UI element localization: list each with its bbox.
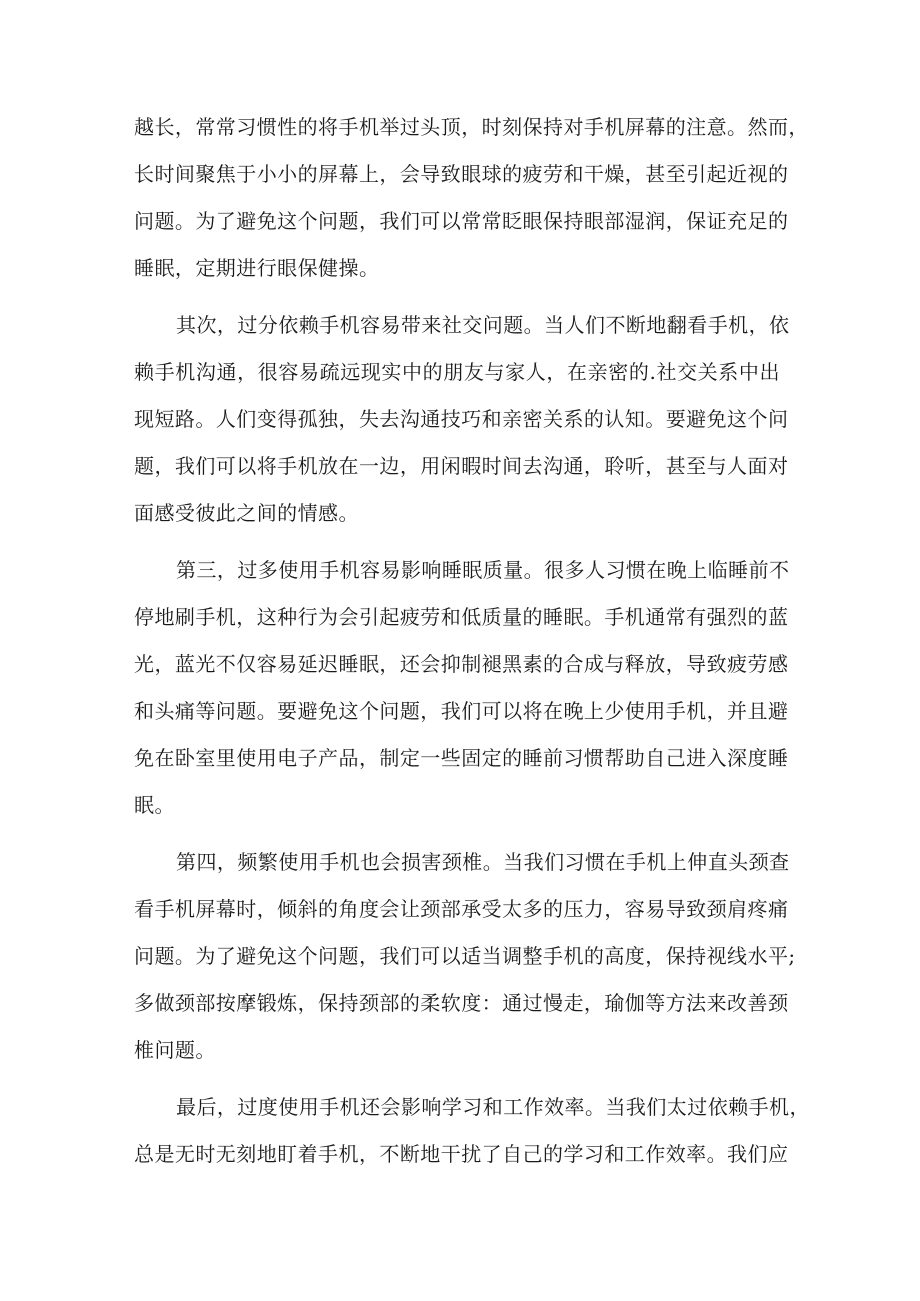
- paragraph-social: [134, 302, 790, 537]
- document-body: [134, 104, 810, 1178]
- text-line: 其次，过分依赖手机容易带来社交问题。当人们不断地翻看手机，依: [176, 313, 790, 337]
- text-line: 看手机屏幕时，倾斜的角度会让颈部承受太多的压力，容易导致颈肩疼痛: [134, 897, 789, 921]
- paragraph-sleep: [134, 547, 790, 829]
- text-line: 光，蓝光不仅容易延迟睡眠，还会抑制褪黑素的合成与释放，导致疲劳感: [134, 652, 789, 676]
- text-line: 最后，过度使用手机还会影响学习和工作效率。当我们太过依赖手机，: [176, 1095, 810, 1119]
- text-line: 越长，常常习惯性的将手机举过头顶，时刻保持对手机屏幕的注意。然而，: [134, 115, 809, 139]
- paragraph-eye-strain: [134, 104, 809, 292]
- text-line: 第三，过多使用手机容易影响睡眠质量。很多人习惯在晚上临睡前不: [176, 558, 790, 582]
- paragraph-productivity: [134, 1084, 810, 1178]
- text-line: 面感受彼此之间的情感。: [134, 501, 359, 525]
- paragraph-neck: [134, 839, 796, 1074]
- text-line: 多做颈部按摩锻炼，保持颈部的柔软度：通过慢走，瑜伽等方法来改善颈: [134, 991, 789, 1015]
- text-line: 赖手机沟通，很容易疏远现实中的朋友与家人，在亲密的.社交关系中出: [134, 360, 780, 384]
- text-line: 现短路。人们变得孤独，失去沟通技巧和亲密关系的认知。要避免这个问: [134, 407, 789, 431]
- text-line: 题，我们可以将手机放在一边，用闲暇时间去沟通，聆听，甚至与人面对: [134, 454, 789, 478]
- text-line: 问题。为了避免这个问题，我们可以常常眨眼保持眼部湿润，保证充足的: [134, 209, 789, 233]
- text-line: 免在卧室里使用电子产品，制定一些固定的睡前习惯帮助自己进入深度睡: [134, 746, 789, 770]
- text-line: 第四，频繁使用手机也会损害颈椎。当我们习惯在手机上伸直头颈查: [176, 850, 790, 874]
- text-line: 总是无时无刻地盯着手机，不断地干扰了自己的学习和工作效率。我们应: [134, 1142, 789, 1166]
- text-line: 长时间聚焦于小小的屏幕上，会导致眼球的疲劳和干燥，甚至引起近视的: [134, 162, 789, 186]
- text-line: 睡眠，定期进行眼保健操。: [134, 256, 380, 280]
- text-line: 椎问题。: [134, 1038, 216, 1062]
- text-line: 和头痛等问题。要避免这个问题，我们可以将在晚上少使用手机，并且避: [134, 699, 789, 723]
- text-line: 问题。为了避免这个问题，我们可以适当调整手机的高度，保持视线水平;: [134, 944, 796, 968]
- text-line: 停地刷手机，这种行为会引起疲劳和低质量的睡眠。手机通常有强烈的蓝: [134, 605, 789, 629]
- text-line: 眠。: [134, 793, 175, 817]
